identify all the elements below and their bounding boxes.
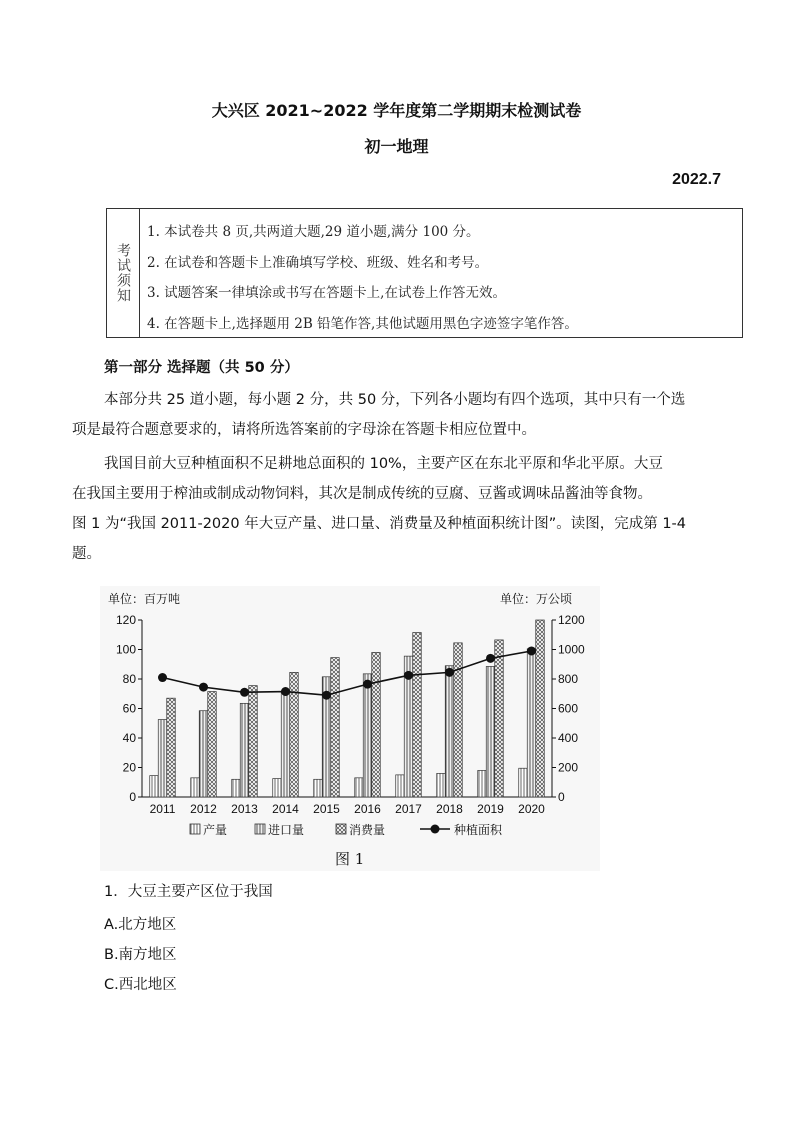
option-c[interactable]: C.西北地区 [104, 977, 177, 993]
right-tick-label: 800 [558, 672, 579, 686]
point-planting-area [158, 673, 167, 682]
legend-label: 消费量 [349, 823, 386, 837]
legend-swatch-production [190, 824, 200, 834]
bar-import [240, 703, 249, 797]
legend-marker-area [431, 825, 440, 834]
exam-title: 大兴区 2021~2022 学年度第二学期期末检测试卷 [211, 101, 582, 120]
point-planting-area [486, 654, 495, 663]
point-planting-area [240, 688, 249, 697]
legend-swatch-import [255, 824, 265, 834]
left-axis-unit: 单位：百万吨 [108, 592, 181, 606]
x-tick-label: 2012 [190, 802, 217, 816]
left-tick-label: 60 [122, 701, 136, 716]
bar-import [158, 720, 167, 797]
left-tick-label: 80 [122, 672, 136, 686]
bar-consumption [536, 620, 545, 797]
legend-label: 种植面积 [454, 823, 503, 837]
right-tick-label: 200 [558, 760, 579, 775]
bar-import [486, 666, 495, 797]
point-planting-area [445, 668, 454, 677]
section-intro-line: 项是最符合题意要求的，请将所选答案前的字母涂在答题卡相应位置中。 [72, 422, 536, 438]
figure-caption: 图 1 [335, 850, 365, 868]
x-tick-label: 2014 [272, 802, 299, 816]
bar-import [199, 711, 208, 797]
bar-consumption [454, 643, 463, 797]
right-tick-label: 400 [558, 731, 579, 745]
x-tick-label: 2013 [231, 802, 258, 816]
bar-consumption [249, 686, 258, 797]
x-tick-label: 2016 [354, 802, 381, 816]
bar-production [478, 770, 487, 797]
exam-subject: 初一地理 [364, 137, 429, 156]
notice-label: 考试须知 [115, 243, 131, 303]
notice-label-cell [107, 209, 140, 337]
point-planting-area [363, 680, 372, 689]
point-planting-area [404, 671, 413, 680]
question-stem: 1．大豆主要产区位于我国 [104, 884, 273, 900]
bar-consumption [208, 692, 217, 797]
exam-notice-box [106, 208, 743, 338]
exam-date: 2022.7 [672, 171, 721, 188]
notice-items [147, 217, 738, 339]
notice-item: 2. 在试卷和答题卡上准确填写学校、班级、姓名和考号。 [147, 254, 489, 271]
bar-production [150, 776, 159, 797]
notice-item: 1. 本试卷共 8 页,共两道大题,29 道小题,满分 100 分。 [147, 224, 480, 240]
bar-production [396, 775, 405, 797]
right-tick-label: 1000 [558, 642, 585, 657]
point-planting-area [527, 646, 536, 655]
bar-import [281, 692, 290, 797]
notice-item: 3. 试题答案一律填涂或书写在答题卡上,在试卷上作答无效。 [147, 285, 506, 301]
bar-consumption [372, 652, 381, 797]
bar-consumption [413, 633, 422, 797]
right-axis-unit: 单位：万公顷 [500, 592, 573, 606]
line-planting-area [163, 651, 532, 695]
passage-line: 我国目前大豆种植面积不足耕地总面积的 10%，主要产区在东北平原和华北平原。大豆 [104, 456, 663, 472]
plot-area [116, 613, 585, 816]
bar-consumption [495, 640, 504, 797]
x-tick-label: 2011 [149, 802, 176, 816]
bar-consumption [290, 672, 299, 797]
option-a[interactable]: A.北方地区 [104, 917, 177, 933]
legend-label: 产量 [203, 823, 228, 837]
notice-item: 4. 在答题卡上,选择题用 2B 铅笔作答,其他试题用黑色字迹签字笔作答。 [147, 315, 578, 332]
point-planting-area [322, 691, 331, 700]
bar-production [273, 779, 282, 797]
chart-legend [190, 822, 503, 837]
passage-line: 在我国主要用于榨油或制成动物饲料，其次是制成传统的豆腐、豆酱或调味品酱油等食物。 [72, 486, 652, 502]
point-planting-area [199, 683, 208, 692]
legend-swatch-consumption [336, 824, 346, 834]
left-tick-label: 120 [115, 613, 136, 627]
x-tick-label: 2019 [477, 802, 504, 816]
section-intro-line: 本部分共 25 道小题，每小题 2 分，共 50 分，下列各小题均有四个选项，其中只有一个选 [104, 392, 686, 408]
legend-label: 进口量 [268, 823, 305, 837]
bar-production [232, 779, 241, 797]
bar-import [445, 666, 454, 797]
x-tick-label: 2015 [313, 802, 340, 816]
bar-import [527, 649, 536, 797]
left-tick-label: 20 [122, 760, 136, 775]
bar-consumption [331, 658, 340, 797]
left-tick-label: 100 [115, 642, 136, 657]
left-tick-label: 40 [122, 731, 136, 745]
bar-production [355, 778, 364, 797]
point-planting-area [281, 687, 290, 696]
bar-production [314, 779, 323, 797]
bar-consumption [167, 698, 176, 797]
bar-production [437, 773, 446, 797]
right-tick-label: 0 [558, 790, 565, 804]
soybean-chart [100, 586, 600, 871]
x-tick-label: 2017 [395, 802, 422, 816]
passage-line: 图 1 为“我国 2011-2020 年大豆产量、进口量、消费量及种植面积统计图”。读图，完成第 1-4 [72, 516, 687, 532]
x-tick-label: 2020 [518, 802, 545, 816]
section-heading: 第一部分 选择题（共 50 分） [104, 360, 299, 376]
option-b[interactable]: B.南方地区 [104, 947, 177, 963]
right-tick-label: 600 [558, 701, 579, 716]
passage-line: 题。 [72, 546, 101, 562]
bar-production [191, 778, 200, 797]
x-tick-label: 2018 [436, 802, 463, 816]
right-tick-label: 1200 [558, 613, 585, 627]
left-tick-label: 0 [129, 790, 136, 804]
bar-import [363, 674, 372, 797]
bar-production [519, 768, 528, 797]
